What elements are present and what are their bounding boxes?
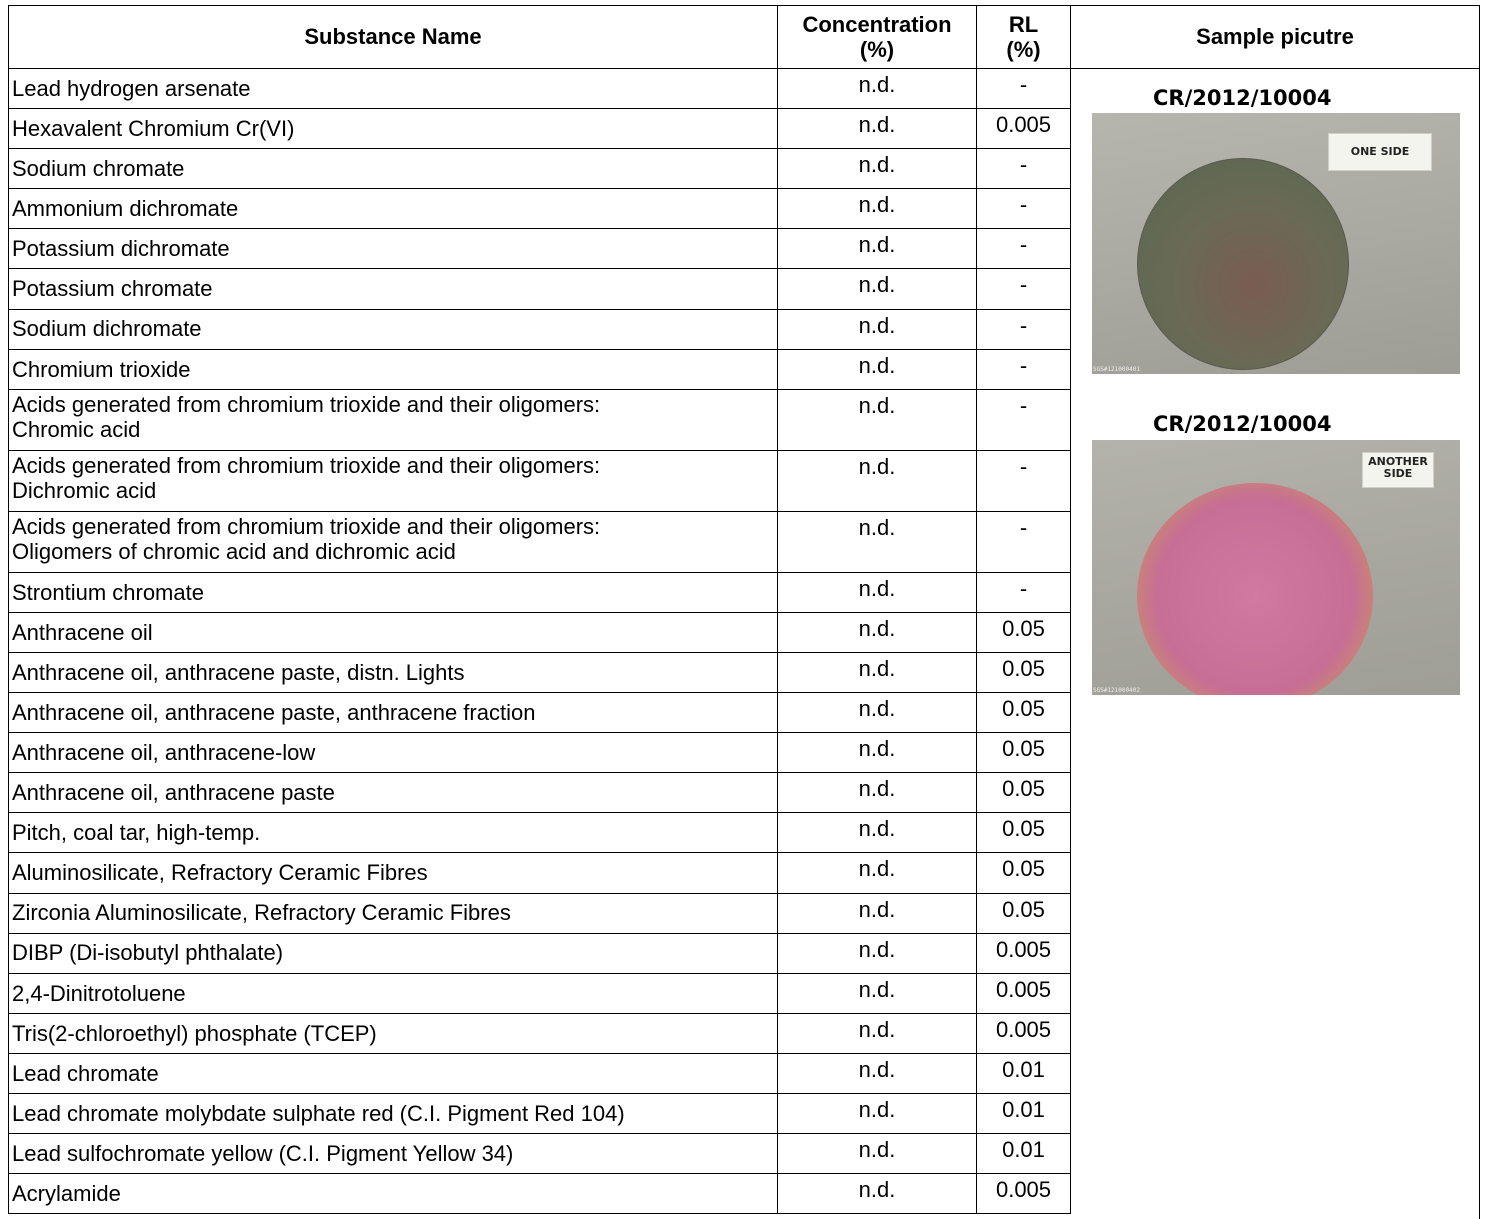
concentration-cell: n.d. — [778, 389, 977, 450]
substance-name-line: Acids generated from chromium trioxide and their oligomers: — [12, 391, 601, 417]
header-rl-line1: RL — [1008, 11, 1039, 37]
table-row — [9, 450, 1071, 511]
substance-name-line: Lead chromate — [12, 1060, 159, 1086]
rl-cell: - — [977, 309, 1071, 349]
substance-name-cell — [9, 269, 778, 309]
concentration-cell: n.d. — [778, 973, 977, 1013]
substance-name-cell — [9, 773, 778, 813]
concentration-cell: n.d. — [778, 1093, 977, 1133]
rl-cell: 0.05 — [977, 733, 1071, 773]
table-row — [9, 612, 1071, 652]
rl-cell: 0.05 — [977, 693, 1071, 733]
substance-name-line: Potassium chromate — [12, 276, 213, 302]
concentration-cell: n.d. — [778, 853, 977, 893]
table-row — [9, 893, 1071, 933]
substance-name-line: Anthracene oil, anthracene paste, distn. Lights — [12, 659, 465, 685]
rl-cell: 0.05 — [977, 853, 1071, 893]
substance-table — [8, 5, 1071, 1214]
table-body — [9, 69, 1071, 1214]
substance-name-line: Sodium dichromate — [12, 316, 202, 342]
concentration-cell: n.d. — [778, 933, 977, 973]
table-row — [9, 1093, 1071, 1133]
concentration-cell: n.d. — [778, 349, 977, 389]
rl-cell: 0.05 — [977, 813, 1071, 853]
rl-cell: 0.01 — [977, 1134, 1071, 1174]
sample-photo-another-side — [1092, 440, 1460, 695]
header-substance-name: Substance Name — [9, 6, 778, 69]
substance-name-line: Acrylamide — [12, 1181, 121, 1207]
concentration-cell: n.d. — [778, 612, 977, 652]
substance-name-line: Ammonium dichromate — [12, 196, 239, 222]
substance-name-line: Oligomers of chromic acid and dichromic acid — [12, 539, 456, 565]
table-row — [9, 1134, 1071, 1174]
concentration-cell: n.d. — [778, 269, 977, 309]
substance-name-line: Dichromic acid — [12, 478, 157, 504]
rl-cell: 0.05 — [977, 612, 1071, 652]
rl-cell: 0.01 — [977, 1093, 1071, 1133]
substance-name-line: Acids generated from chromium trioxide and their oligomers: — [12, 513, 601, 539]
table-row — [9, 933, 1071, 973]
substance-name-line: Anthracene oil, anthracene-low — [12, 740, 316, 766]
concentration-cell: n.d. — [778, 309, 977, 349]
substance-name-line: Chromium trioxide — [12, 356, 191, 382]
rl-cell: - — [977, 69, 1071, 109]
table-row — [9, 1053, 1071, 1093]
substance-name-line: Acids generated from chromium trioxide and their oligomers: — [12, 452, 601, 478]
table-row — [9, 109, 1071, 149]
substance-name-cell — [9, 693, 778, 733]
photo-tag: ONE SIDE — [1328, 133, 1432, 171]
table-row — [9, 229, 1071, 269]
concentration-cell: n.d. — [778, 511, 977, 572]
table-header-row — [9, 6, 1071, 69]
header-rl-line2: (%) — [1006, 37, 1041, 62]
table-row — [9, 853, 1071, 893]
substance-name-line: Anthracene oil, anthracene paste, anthracene fraction — [12, 699, 536, 725]
substance-name-cell — [9, 1053, 778, 1093]
substance-name-line: Pitch, coal tar, high-temp. — [12, 820, 261, 846]
substance-name-cell — [9, 389, 778, 450]
header-sample-picture: Sample picutre — [1071, 5, 1480, 69]
table-row — [9, 309, 1071, 349]
rl-cell: - — [977, 389, 1071, 450]
rl-cell: - — [977, 189, 1071, 229]
table-row — [9, 773, 1071, 813]
table-row — [9, 572, 1071, 612]
sample-disc — [1137, 483, 1373, 695]
header-rl — [977, 6, 1071, 69]
substance-name-cell — [9, 1174, 778, 1214]
concentration-cell: n.d. — [778, 229, 977, 269]
rl-cell: 0.05 — [977, 893, 1071, 933]
table-row — [9, 269, 1071, 309]
rl-cell: 0.005 — [977, 109, 1071, 149]
table-row — [9, 813, 1071, 853]
photo-tag: ANOTHER SIDE — [1362, 452, 1434, 488]
concentration-cell: n.d. — [778, 69, 977, 109]
substance-name-line: Anthracene oil — [12, 619, 153, 645]
substance-name-cell — [9, 1013, 778, 1053]
table-row — [9, 1174, 1071, 1214]
header-concentration-line1: Concentration — [802, 11, 952, 37]
rl-cell: - — [977, 450, 1071, 511]
substance-name-cell — [9, 511, 778, 572]
substance-name-cell — [9, 69, 778, 109]
table-row — [9, 149, 1071, 189]
rl-cell: - — [977, 572, 1071, 612]
rl-cell: - — [977, 229, 1071, 269]
substance-name-line: Anthracene oil, anthracene paste — [12, 780, 335, 806]
header-concentration — [778, 6, 977, 69]
rl-cell: - — [977, 349, 1071, 389]
substance-name-cell — [9, 309, 778, 349]
substance-name-cell — [9, 109, 778, 149]
substance-name-cell — [9, 1093, 778, 1133]
rl-cell: 0.05 — [977, 773, 1071, 813]
concentration-cell: n.d. — [778, 693, 977, 733]
substance-name-cell — [9, 450, 778, 511]
photo-stamp: SGS#121000401 — [1093, 366, 1140, 373]
table-row — [9, 69, 1071, 109]
table-row — [9, 511, 1071, 572]
substance-name-cell — [9, 349, 778, 389]
sample-photo-one-side — [1092, 113, 1460, 374]
substance-name-cell — [9, 933, 778, 973]
substance-name-cell — [9, 572, 778, 612]
substance-name-line: Lead sulfochromate yellow (C.I. Pigment Yellow 34) — [12, 1140, 514, 1166]
substance-name-line: Zirconia Aluminosilicate, Refractory Ceramic Fibres — [12, 900, 511, 926]
substance-name-cell — [9, 229, 778, 269]
header-concentration-line2: (%) — [859, 37, 895, 62]
concentration-cell: n.d. — [778, 773, 977, 813]
photo-label-one-side: CR/2012/10004 — [1153, 86, 1332, 110]
substance-name-line: Lead chromate molybdate sulphate red (C.I. Pigment Red 104) — [12, 1100, 625, 1126]
substance-name-line: Strontium chromate — [12, 579, 204, 605]
substance-name-line: Chromic acid — [12, 417, 141, 443]
concentration-cell: n.d. — [778, 652, 977, 692]
substance-name-cell — [9, 893, 778, 933]
table-row — [9, 349, 1071, 389]
substance-name-cell — [9, 1134, 778, 1174]
rl-cell: 0.005 — [977, 933, 1071, 973]
substance-name-line: Hexavalent Chromium Cr(VI) — [12, 115, 295, 141]
substance-name-line: Aluminosilicate, Refractory Ceramic Fibres — [12, 860, 428, 886]
table-row — [9, 652, 1071, 692]
substance-name-line: DIBP (Di-isobutyl phthalate) — [12, 940, 284, 966]
substance-name-cell — [9, 149, 778, 189]
concentration-cell: n.d. — [778, 1134, 977, 1174]
concentration-cell: n.d. — [778, 813, 977, 853]
substance-name-line: Potassium dichromate — [12, 236, 230, 262]
substance-name-line: Tris(2-chloroethyl) phosphate (TCEP) — [12, 1020, 377, 1046]
substance-name-cell — [9, 652, 778, 692]
concentration-cell: n.d. — [778, 572, 977, 612]
rl-cell: - — [977, 511, 1071, 572]
concentration-cell: n.d. — [778, 1053, 977, 1093]
substance-name-cell — [9, 813, 778, 853]
substance-name-cell — [9, 973, 778, 1013]
sample-disc — [1137, 158, 1349, 370]
rl-cell: 0.05 — [977, 652, 1071, 692]
concentration-cell: n.d. — [778, 189, 977, 229]
photo-label-another-side: CR/2012/10004 — [1153, 412, 1332, 436]
rl-cell: - — [977, 269, 1071, 309]
substance-name-cell — [9, 853, 778, 893]
table-row — [9, 733, 1071, 773]
concentration-cell: n.d. — [778, 450, 977, 511]
substance-name-cell — [9, 189, 778, 229]
concentration-cell: n.d. — [778, 1174, 977, 1214]
rl-cell: 0.005 — [977, 1174, 1071, 1214]
concentration-cell: n.d. — [778, 1013, 977, 1053]
rl-cell: 0.005 — [977, 973, 1071, 1013]
substance-name-cell — [9, 733, 778, 773]
concentration-cell: n.d. — [778, 893, 977, 933]
substance-name-line: 2,4-Dinitrotoluene — [12, 980, 186, 1006]
table-row — [9, 973, 1071, 1013]
table-row — [9, 1013, 1071, 1053]
table-row — [9, 389, 1071, 450]
photo-stamp: SGS#121000402 — [1093, 687, 1140, 694]
concentration-cell: n.d. — [778, 733, 977, 773]
substance-name-line: Lead hydrogen arsenate — [12, 75, 251, 101]
substance-name-cell — [9, 612, 778, 652]
rl-cell: - — [977, 149, 1071, 189]
rl-cell: 0.01 — [977, 1053, 1071, 1093]
table-row — [9, 693, 1071, 733]
substance-name-line: Sodium chromate — [12, 156, 185, 182]
concentration-cell: n.d. — [778, 109, 977, 149]
table-row — [9, 189, 1071, 229]
concentration-cell: n.d. — [778, 149, 977, 189]
rl-cell: 0.005 — [977, 1013, 1071, 1053]
